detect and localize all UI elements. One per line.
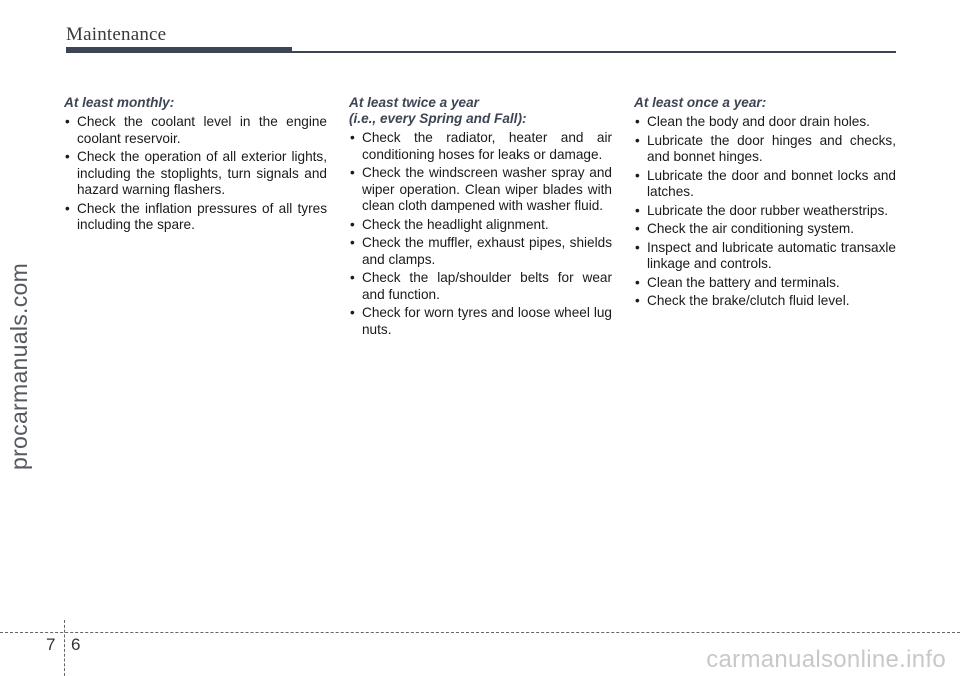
list-item: • Check the windscreen washer spray and wiper operation. Clean wiper blades with clean cloth dampened with washer fluid.	[349, 165, 612, 215]
page-number-divider	[64, 620, 65, 676]
column-twice-a-year	[349, 95, 612, 340]
list-item: • Check the brake/clutch fluid level.	[634, 293, 896, 310]
footer-rule	[0, 632, 960, 633]
list-item: • Lubricate the door hinges and checks, and bonnet hinges.	[634, 133, 896, 166]
heading-line: At least once a year:	[634, 95, 767, 110]
list-item: • Check the air conditioning system.	[634, 221, 896, 238]
list-item: • Clean the battery and terminals.	[634, 275, 896, 292]
column-monthly	[64, 95, 327, 236]
header-rule-thin	[292, 51, 896, 53]
list-item: • Inspect and lubricate automatic transaxle linkage and controls.	[634, 240, 896, 273]
column-once-a-year	[634, 95, 896, 312]
list-item: • Lubricate the door rubber weatherstrips.	[634, 203, 896, 220]
checklist	[64, 114, 327, 234]
section-title: Maintenance	[66, 24, 167, 45]
column-heading	[349, 95, 612, 127]
page-section-number: 7	[46, 635, 56, 654]
checklist	[634, 114, 896, 310]
list-item: • Clean the body and door drain holes.	[634, 114, 896, 131]
list-item: • Check the lap/shoulder belts for wear and function.	[349, 270, 612, 303]
list-item: • Check the radiator, heater and air conditioning hoses for leaks or damage.	[349, 130, 612, 163]
list-item: • Check the operation of all exterior lights, including the stoplights, turn signals and hazard warning flashers.	[64, 149, 327, 199]
list-item: • Check the inflation pressures of all tyres including the spare.	[64, 201, 327, 234]
list-item: • Check the coolant level in the engine coolant reservoir.	[64, 114, 327, 147]
page-number: 6	[71, 635, 81, 654]
header-rule-thick	[66, 47, 292, 53]
checklist	[349, 130, 612, 338]
heading-line: (i.e., every Spring and Fall):	[349, 111, 527, 126]
list-item: • Check the headlight alignment.	[349, 217, 612, 234]
list-item: • Check the muffler, exhaust pipes, shields and clamps.	[349, 235, 612, 268]
heading-line: At least monthly:	[64, 95, 175, 110]
heading-line: At least twice a year	[349, 95, 479, 110]
column-heading	[64, 95, 327, 111]
list-item: • Check for worn tyres and loose wheel lug nuts.	[349, 305, 612, 338]
list-item: • Lubricate the door and bonnet locks and latches.	[634, 168, 896, 201]
bottom-watermark: carmanualsonline.info	[706, 646, 946, 673]
column-heading	[634, 95, 896, 111]
side-watermark: procarmanuals.com	[6, 262, 32, 470]
